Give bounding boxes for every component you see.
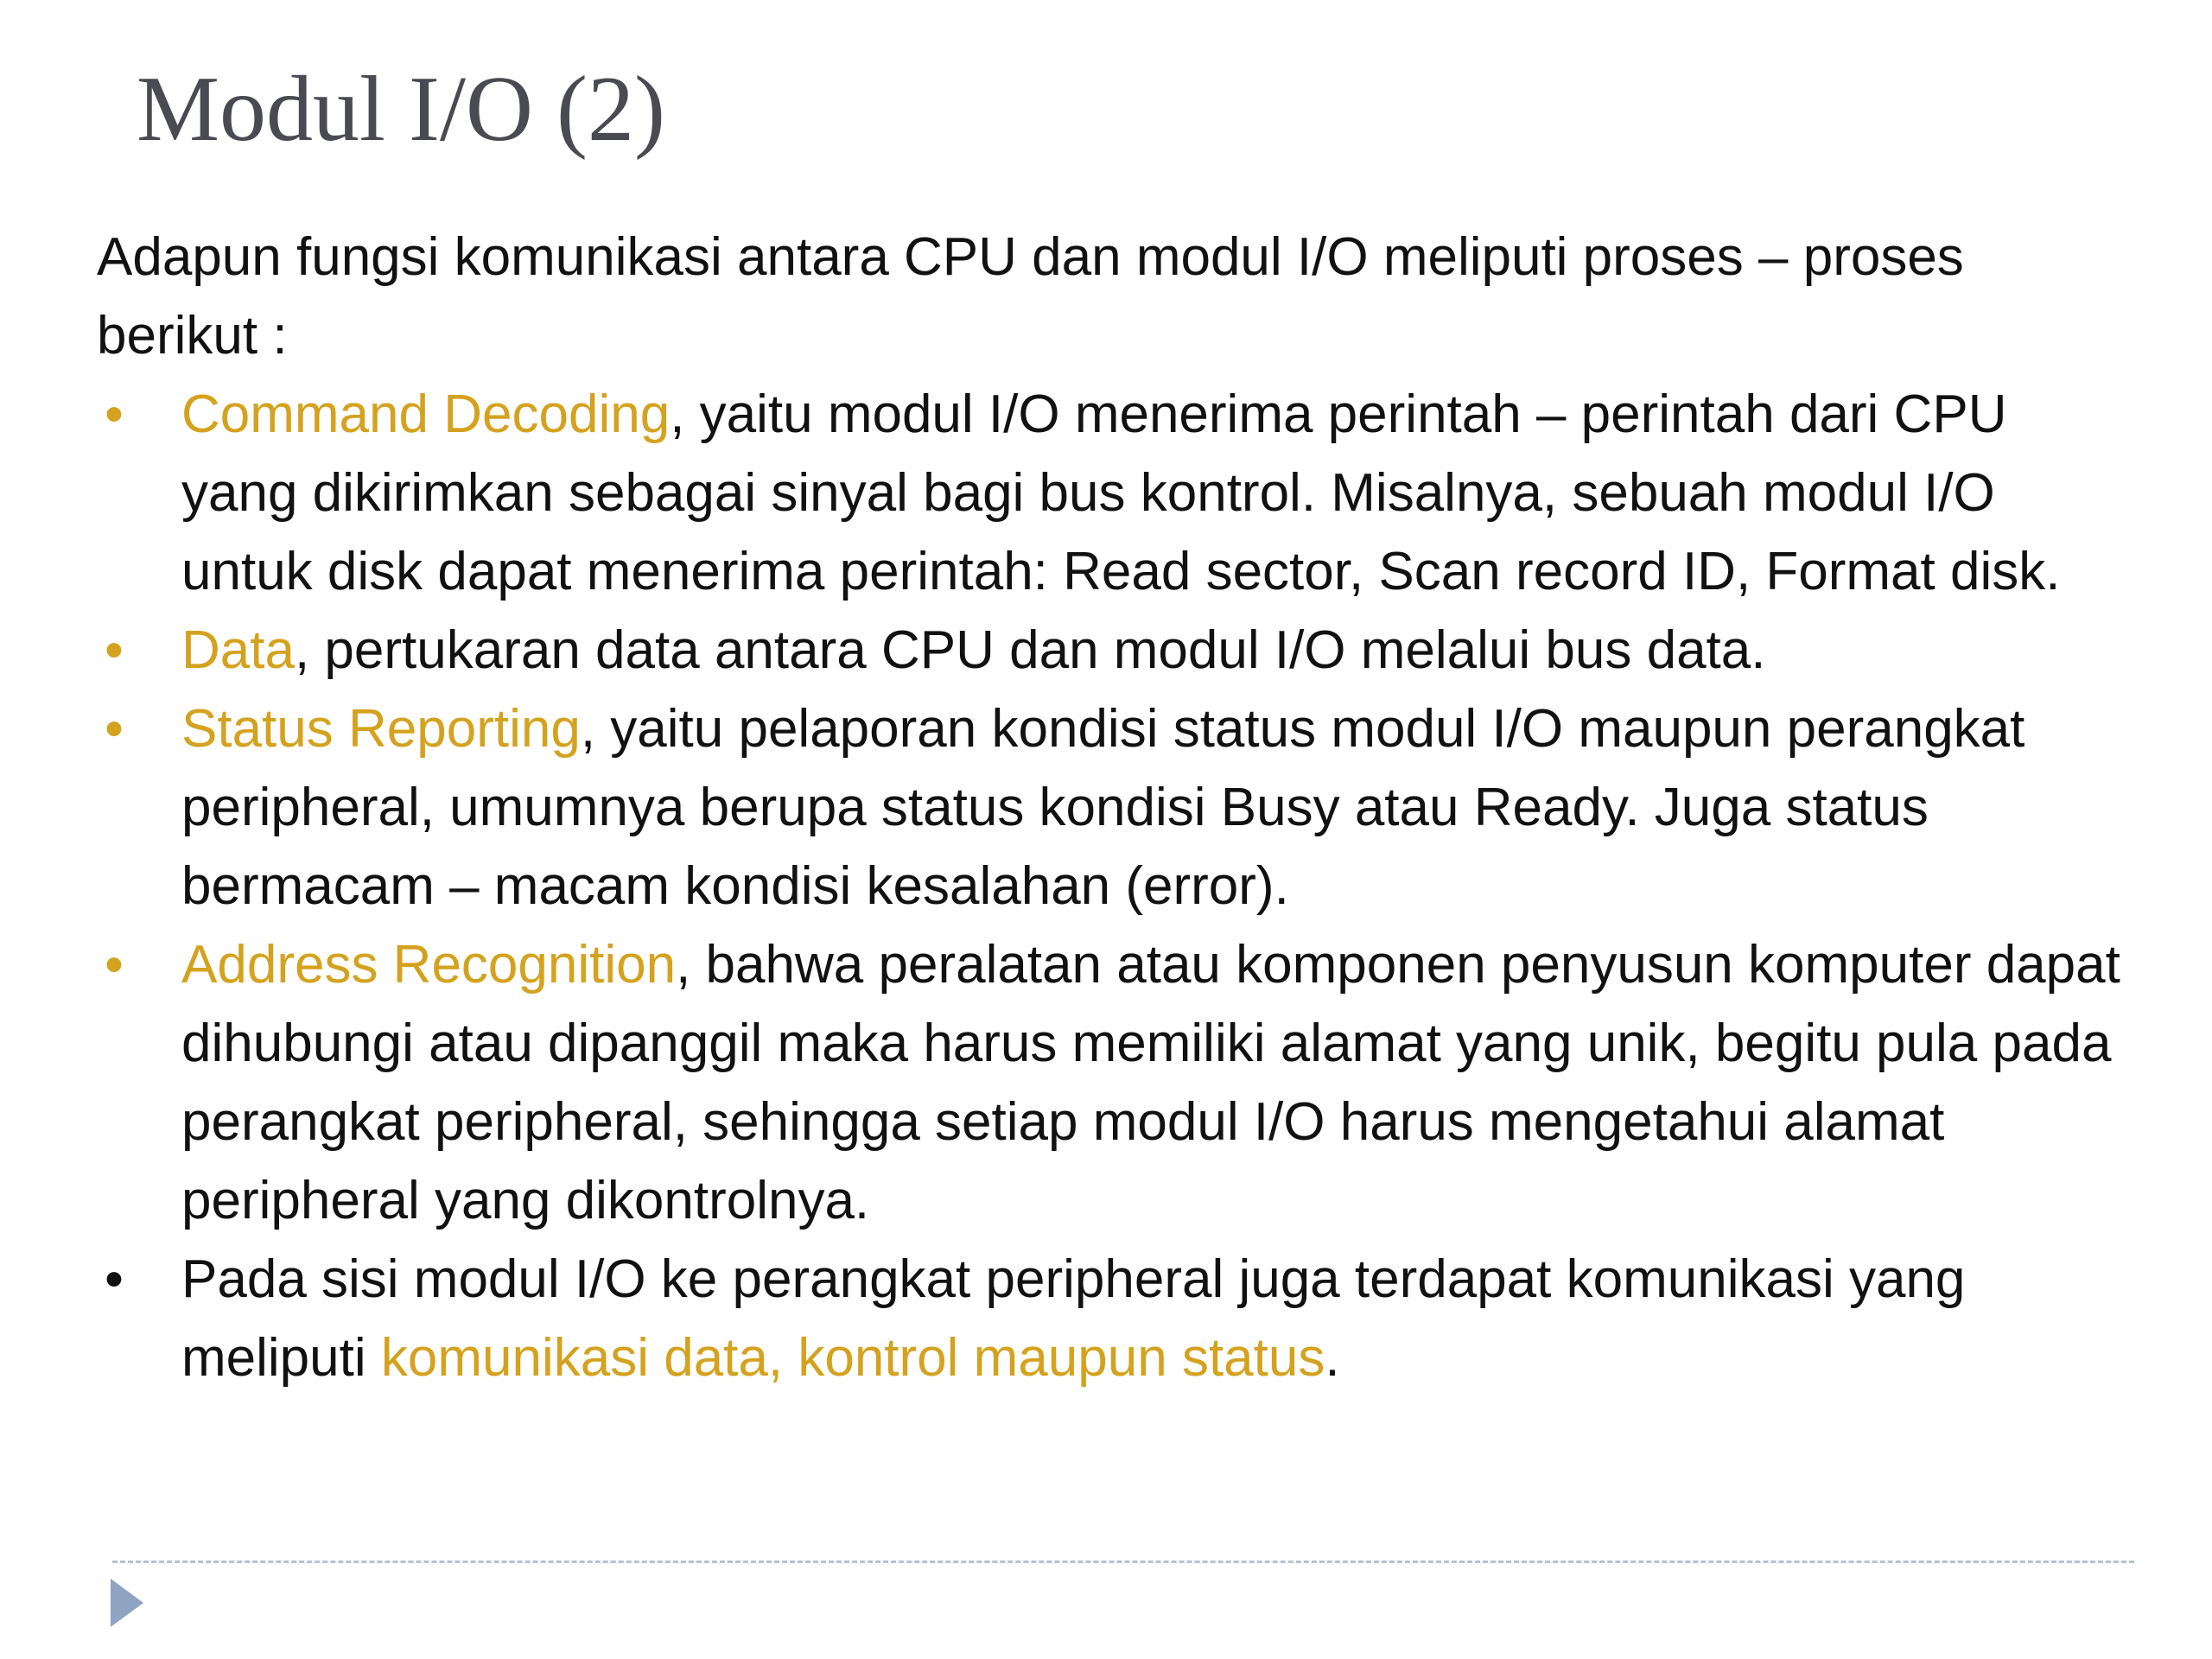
bullet-command-decoding xyxy=(97,375,2127,611)
bullet-text-suffix: . xyxy=(1325,1328,1340,1388)
bullet-text-prefix: Pada sisi modul I/O ke perangkat peripheral juga terdapat komunikasi yang meliputi xyxy=(181,1249,1966,1388)
slide-body xyxy=(97,218,2127,1397)
slide-title: Modul I/O (2) xyxy=(137,58,665,161)
bullet-peripheral-communication xyxy=(97,1240,2127,1397)
bullet-status-reporting xyxy=(97,690,2127,925)
bullet-term: Command Decoding xyxy=(181,385,671,444)
bullet-marker: • xyxy=(105,935,124,995)
play-arrow-icon xyxy=(111,1579,143,1627)
bullet-list xyxy=(97,375,2127,1397)
footer-divider xyxy=(112,1560,2134,1563)
bullet-marker: • xyxy=(105,385,124,444)
bullet-text: , yaitu pelaporan kondisi status modul I/O maupun perangkat peripheral, umumnya berupa status kondisi Busy atau Ready. Juga status bermacam – macam kondisi kesalahan (error). xyxy=(181,699,2025,916)
bullet-term: Address Recognition xyxy=(181,935,677,995)
bullet-term: Data xyxy=(181,620,295,680)
bullet-term: Status Reporting xyxy=(181,699,581,759)
bullet-marker: • xyxy=(105,699,124,759)
bullet-text: , pertukaran data antara CPU dan modul I/O melalui bus data. xyxy=(294,620,1766,680)
bullet-marker: • xyxy=(105,620,124,680)
bullet-text: , yaitu modul I/O menerima perintah – perintah dari CPU yang dikirimkan sebagai sinyal bagi bus kontrol. Misalnya, sebuah modul I/O untuk disk dapat menerima perintah: Read sector, Scan record ID, Format disk. xyxy=(181,385,2061,601)
bullet-address-recognition xyxy=(97,925,2127,1240)
bullet-marker: • xyxy=(105,1249,124,1309)
bullet-data xyxy=(97,611,2127,690)
bullet-highlight: komunikasi data, kontrol maupun status xyxy=(380,1328,1325,1388)
intro-paragraph: Adapun fungsi komunikasi antara CPU dan modul I/O meliputi proses – proses berikut : xyxy=(97,227,1964,365)
bullet-text: , bahwa peralatan atau komponen penyusun komputer dapat dihubungi atau dipanggil maka harus memiliki alamat yang unik, begitu pula pada perangkat peripheral, sehingga setiap modul I/O harus mengetahui alamat peripheral yang dikontrolnya. xyxy=(181,935,2120,1230)
